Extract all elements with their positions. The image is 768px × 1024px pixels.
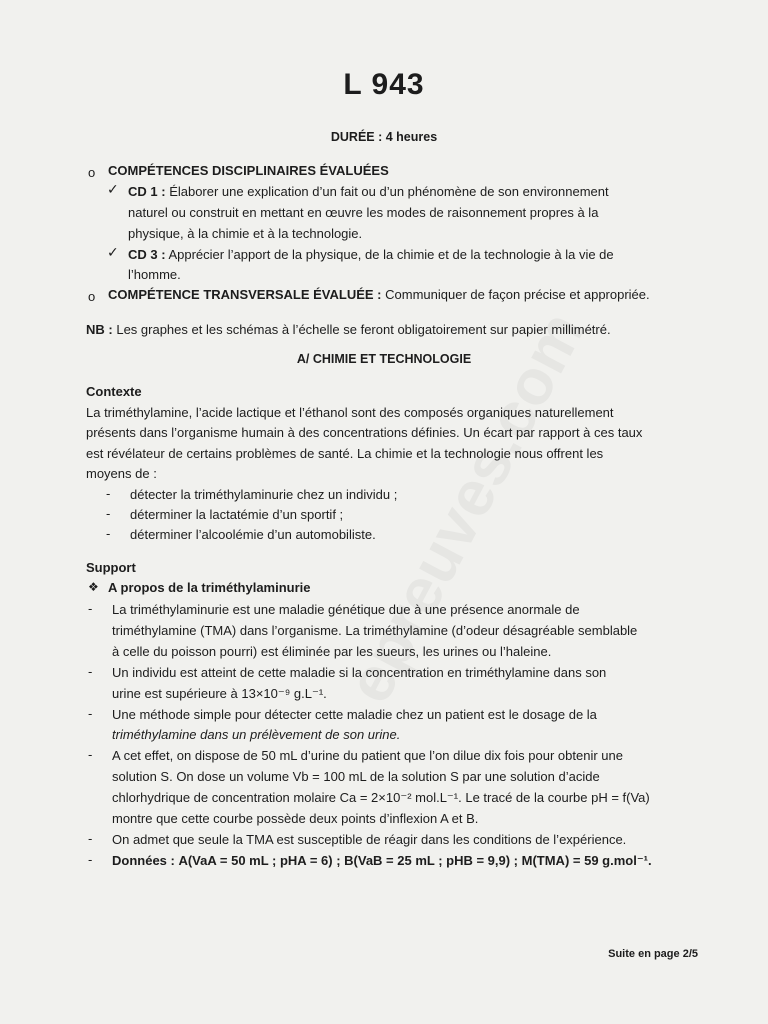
cd1-line1	[128, 181, 609, 202]
dash-bullet: -	[88, 601, 93, 616]
section-title: A/ CHIMIE ET TECHNOLOGIE	[296, 352, 472, 366]
donnees	[112, 850, 652, 871]
dash-bullet: -	[88, 852, 93, 867]
competence-transversale	[108, 284, 650, 305]
cd1-label: CD 1 :	[128, 184, 166, 199]
support-p4-line2: solution S. On dose un volume Vb = 100 mL de la solution S par une solution d’acide	[112, 769, 600, 784]
diamond-bullet-icon: ❖	[88, 580, 99, 594]
support-p3-line2: triméthylamine dans un prélèvement de son urine.	[112, 727, 401, 742]
donnees-label: Données :	[112, 853, 175, 868]
exam-code: L 943	[343, 68, 425, 101]
circle-bullet-icon: o	[88, 165, 96, 180]
dash-bullet: -	[106, 486, 111, 501]
contexte-line4: moyens de :	[86, 466, 157, 481]
contexte-title: Contexte	[86, 384, 142, 399]
donnees-text: A(VaA = 50 mL ; pHA = 6) ; B(VaB = 25 mL ; pHB = 9,9) ; M(TMA) = 59 g.mol⁻¹.	[178, 853, 652, 868]
nb-label: NB :	[86, 322, 113, 337]
nb-text: Les graphes et les schémas à l’échelle se feront obligatoirement sur papier millimétré.	[116, 322, 611, 337]
support-p4-line1: A cet effet, on dispose de 50 mL d’urine du patient que l’on dilue dix fois pour obtenir une	[112, 748, 623, 763]
cd1-text: Élaborer une explication d’un fait ou d’un phénomène de son environnement	[169, 184, 609, 199]
nb-note	[86, 319, 611, 340]
support-subtitle: A propos de la triméthylaminurie	[108, 580, 311, 595]
support-p1-line1: La triméthylaminurie est une maladie génétique due à une présence anormale de	[112, 602, 580, 617]
competence-transversale-text: Communiquer de façon précise et appropriée.	[385, 287, 650, 302]
cd1-line3: physique, à la chimie et à la technologie.	[128, 226, 363, 241]
support-p3-line1: Une méthode simple pour détecter cette maladie chez un patient est le dosage de la	[112, 707, 597, 722]
contexte-item: détecter la triméthylaminurie chez un individu ;	[130, 487, 398, 502]
dash-bullet: -	[88, 664, 93, 679]
competences-disciplinaires-title: COMPÉTENCES DISCIPLINAIRES ÉVALUÉES	[108, 163, 389, 178]
dash-bullet: -	[106, 526, 111, 541]
cd3-text: Apprécier l’apport de la physique, de la chimie et de la technologie à la vie de	[168, 247, 614, 262]
support-p1-line3: à celle du poisson pourri) est éliminée par les sueurs, les urines ou l’haleine.	[112, 644, 552, 659]
contexte-line2: présents dans l’organisme humain à des concentrations définies. Un écart par rapport à ces taux	[86, 425, 643, 440]
support-p5-line1: On admet que seule la TMA est susceptible de réagir dans les conditions de l’expérience.	[112, 832, 627, 847]
dash-bullet: -	[88, 831, 93, 846]
support-p4-line3: chlorhydrique de concentration molaire Ca = 2×10⁻² mol.L⁻¹. Le tracé de la courbe pH = f(Va)	[112, 790, 650, 805]
cd1-line2: naturel ou construit en mettant en œuvre les modes de raisonnement propres à la	[128, 205, 599, 220]
checkmark-icon: ✓	[107, 244, 119, 260]
dash-bullet: -	[88, 747, 93, 762]
cd3-label: CD 3 :	[128, 247, 166, 262]
duration: DURÉE : 4 heures	[330, 130, 438, 144]
cd3-line2: l’homme.	[128, 267, 181, 282]
checkmark-icon: ✓	[107, 181, 119, 197]
support-title: Support	[86, 560, 136, 575]
support-p2-line2: urine est supérieure à 13×10⁻⁹ g.L⁻¹.	[112, 686, 327, 701]
page-footer: Suite en page 2/5	[608, 948, 698, 960]
competence-transversale-title: COMPÉTENCE TRANSVERSALE ÉVALUÉE :	[108, 287, 382, 302]
support-p2-line1: Un individu est atteint de cette maladie si la concentration en triméthylamine dans son	[112, 665, 607, 680]
contexte-item: déterminer l’alcoolémie d’un automobiliste.	[130, 527, 376, 542]
contexte-line3: est révélateur de certains problèmes de santé. La chimie et la technologie nous offrent les	[86, 446, 604, 461]
circle-bullet-icon: o	[88, 289, 96, 304]
support-p1-line2: triméthylamine (TMA) dans l’organisme. La triméthylamine (d’odeur désagréable semblable	[112, 623, 638, 638]
cd3-line1	[128, 244, 614, 265]
contexte-item: déterminer la lactatémie d’un sportif ;	[130, 507, 344, 522]
contexte-line1: La triméthylamine, l’acide lactique et l’éthanol sont des composés organiques naturellement	[86, 405, 614, 420]
dash-bullet: -	[88, 706, 93, 721]
support-p4-line4: montre que cette courbe possède deux points d’inflexion A et B.	[112, 811, 479, 826]
dash-bullet: -	[106, 506, 111, 521]
